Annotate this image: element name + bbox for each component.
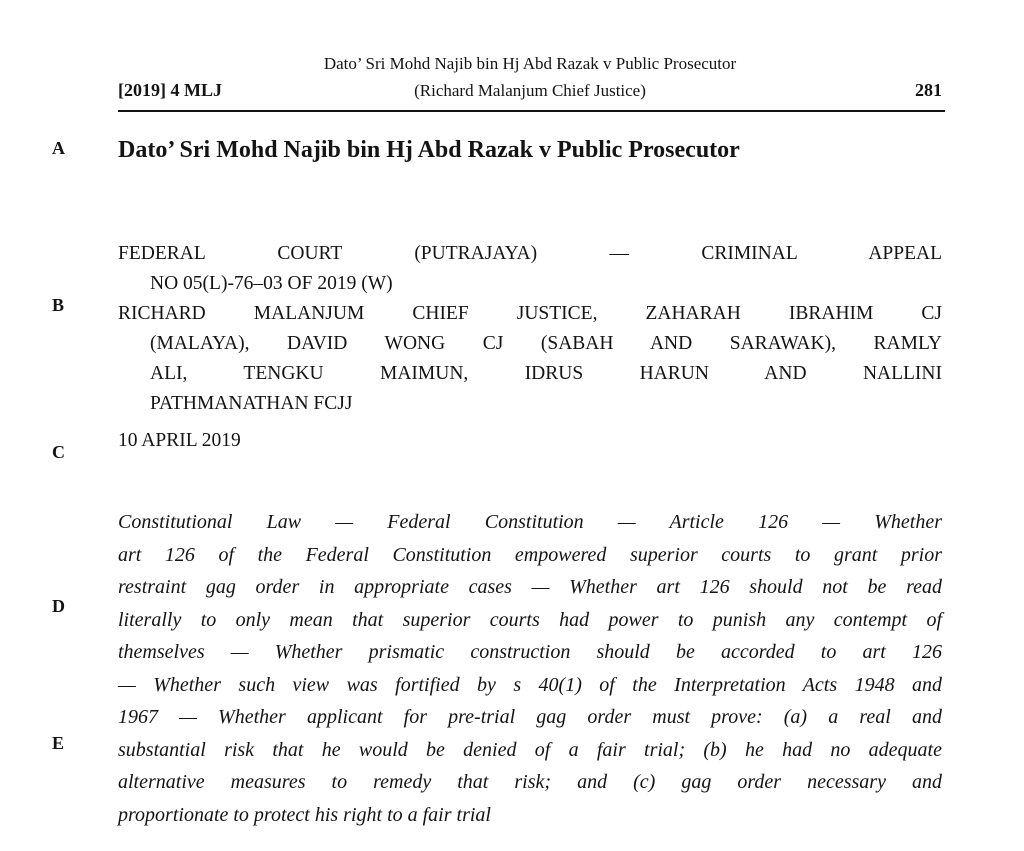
margin-letter-d: D — [52, 596, 65, 616]
catchwords-line: alternative measures to remedy that risk; and (c) gag order necessary and — [118, 771, 942, 793]
catchwords-line: 1967 — Whether applicant for pre-trial gag order must prove: (a) a real and — [118, 706, 942, 728]
catchwords — [118, 506, 942, 831]
citation: [2019] 4 MLJ — [118, 80, 222, 100]
running-head-judge-name: (Richard Malanjum Chief Justice) — [414, 81, 646, 100]
court-line: FEDERAL COURT (PUTRAJAYA) — CRIMINAL APPEAL — [118, 243, 942, 264]
case-title: Dato’ Sri Mohd Najib bin Hj Abd Razak v Public Prosecutor — [118, 137, 740, 163]
running-head-case-name: Dato’ Sri Mohd Najib bin Hj Abd Razak v Public Prosecutor — [323, 54, 737, 73]
catchwords-line: themselves — Whether prismatic construction should be accorded to art 126 — [118, 641, 942, 663]
judges-line: ALI, TENGKU MAIMUN, IDRUS HARUN AND NALLINI — [150, 363, 942, 384]
catchwords-line: restraint gag order in appropriate cases — Whether art 126 should not be read — [118, 576, 942, 598]
catchwords-line: proportionate to protect his right to a fair trial — [118, 803, 491, 826]
catchwords-line: — Whether such view was fortified by s 40(1) of the Interpretation Acts 1948 and — [118, 673, 942, 696]
page-number: 281 — [915, 80, 942, 100]
judgment-date: 10 APRIL 2019 — [118, 430, 241, 451]
judges-line: RICHARD MALANJUM CHIEF JUSTICE, ZAHARAH IBRAHIM CJ — [118, 303, 942, 324]
margin-letter-e: E — [52, 733, 65, 753]
catchwords-line: art 126 of the Federal Constitution empowered superior courts to grant prior — [118, 543, 942, 566]
catchwords-line: substantial risk that he would be denied of a fair trial; (b) he had no adequate — [118, 738, 942, 761]
court-block — [118, 239, 942, 456]
judges-line: (MALAYA), DAVID WONG CJ (SABAH AND SARAWAK), RAMLY — [150, 333, 942, 354]
running-head — [118, 50, 942, 104]
judges-line: PATHMANATHAN FCJJ — [150, 393, 353, 414]
catchwords-line: literally to only mean that superior courts had power to punish any contempt of — [118, 608, 942, 631]
margin-letter-a: A — [52, 138, 65, 158]
catchwords-line: Constitutional Law — Federal Constitution — Article 126 — Whether — [118, 511, 942, 533]
margin-letter-b: B — [52, 295, 65, 315]
appeal-number-line: NO 05(L)-76–03 OF 2019 (W) — [150, 273, 393, 294]
margin-letter-c: C — [52, 442, 65, 462]
header-rule — [118, 110, 945, 112]
